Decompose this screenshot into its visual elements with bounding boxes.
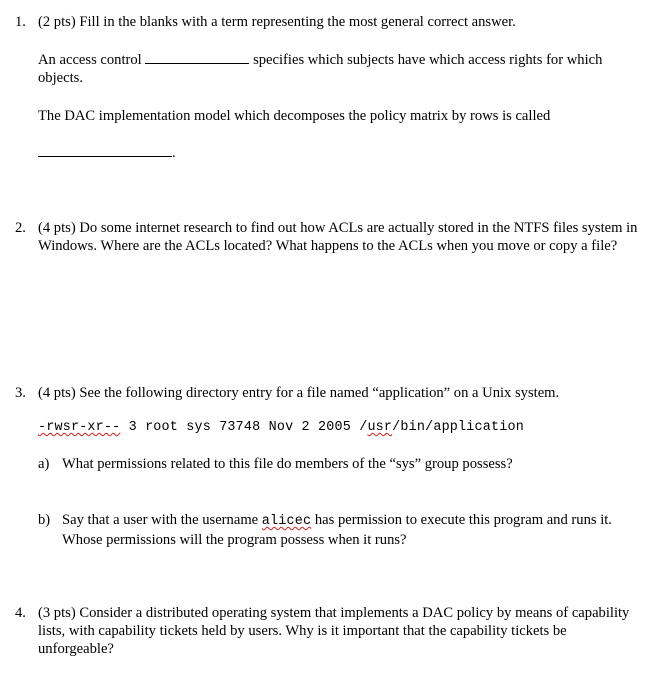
question-text: Consider a distributed operating system that implements a DAC policy by means of capability lists, with capability tickets held by users. Why is it important that the capability tickets be unforgeable?: [38, 605, 630, 657]
question-text: Fill in the blanks with a term representing the most general correct answer.: [79, 14, 516, 30]
answer-blank-2[interactable]: [38, 144, 172, 157]
question-3: [15, 384, 645, 402]
entry-permissions: -rwsr-xr--: [38, 420, 121, 435]
question-number: 2.: [15, 220, 26, 236]
question-1: [15, 13, 645, 31]
question-points: (4 pts): [38, 220, 76, 236]
period: .: [172, 145, 176, 161]
question-4: [15, 604, 645, 658]
sentence-text: The DAC implementation model which decomposes the policy matrix by rows is called: [38, 108, 551, 124]
sub-label: b): [38, 512, 51, 528]
question-text: Do some internet research to find out how ACLs are actually stored in the NTFS files system in Windows. Where are the ACLs located? What happens to the ACLs when you move or copy a file?: [38, 220, 638, 254]
sentence-text: An access control: [38, 52, 142, 68]
directory-entry: [38, 419, 638, 437]
question-2: [15, 219, 645, 255]
entry-usr: usr: [367, 420, 393, 435]
q1-blank-line: [38, 144, 638, 162]
entry-details: 3 root sys 73748 Nov 2 2005 /: [120, 420, 368, 435]
sub-text: has permission to execute this program and runs it. Whose permissions will the program possess when it runs?: [62, 512, 616, 548]
q1-sentence-2: [38, 107, 638, 125]
question-3a: [38, 455, 628, 473]
question-3b: [38, 511, 628, 549]
username: alicec: [261, 514, 312, 529]
question-number: 1.: [15, 14, 26, 30]
answer-blank-1[interactable]: [145, 51, 249, 64]
question-number: 4.: [15, 605, 26, 621]
sub-text: Say that a user with the username: [62, 512, 262, 528]
sentence-text: specifies which subjects have which access rights for which objects.: [38, 52, 603, 86]
sub-text: What permissions related to this file do members of the “sys” group possess?: [62, 456, 513, 472]
sub-label: a): [38, 456, 50, 472]
entry-path: /bin/application: [392, 420, 524, 435]
question-points: (3 pts): [38, 605, 76, 621]
q1-sentence-1: [38, 51, 638, 87]
question-points: (2 pts): [38, 14, 76, 30]
question-number: 3.: [15, 385, 26, 401]
question-points: (4 pts): [38, 385, 76, 401]
question-text: See the following directory entry for a file named “application” on a Unix system.: [79, 385, 560, 401]
